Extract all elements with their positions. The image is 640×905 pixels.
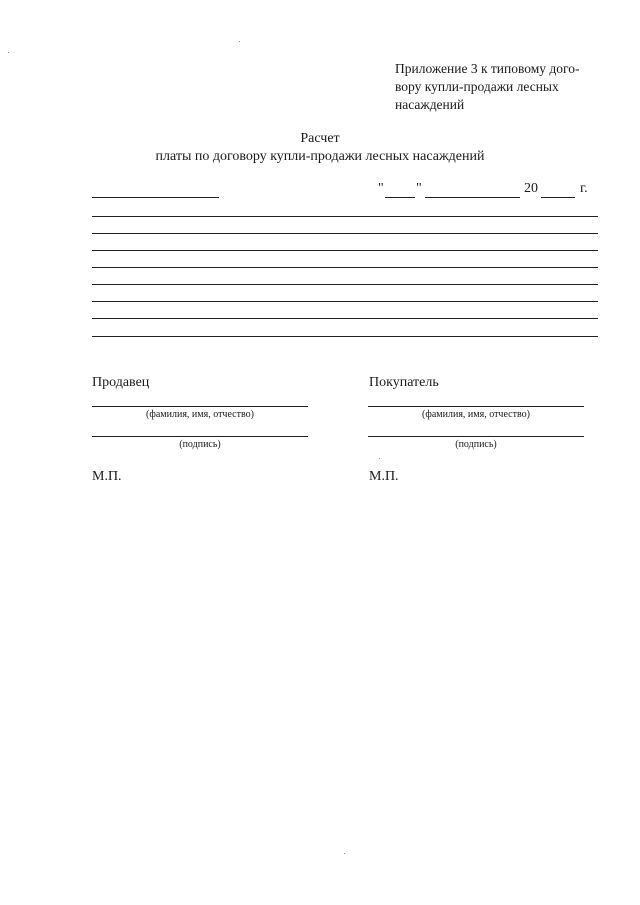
buyer-signature-caption: (подпись) [455,439,497,450]
year-field-line [541,197,575,198]
appendix-line-1: Приложение 3 к типовому дого- [395,61,580,76]
ruled-line [92,284,598,285]
ruled-line [92,267,598,268]
document-subtitle: платы по договору купли-продажи лесных насаждений [155,149,485,164]
scan-speck [239,41,240,42]
scan-speck [344,853,345,854]
scan-speck [8,52,9,53]
seller-name-caption: (фамилия, имя, отчество) [146,409,254,420]
buyer-stamp-label: М.П. [369,469,399,484]
day-field-line [385,197,415,198]
appendix-line-3: насаждений [395,97,465,112]
seller-stamp-label: М.П. [92,469,122,484]
ruled-line [92,233,598,234]
buyer-name-line [368,406,584,407]
document-title: Расчет [300,131,340,146]
ruled-line [92,318,598,319]
ruled-line [92,336,598,337]
ruled-line [92,301,598,302]
year-suffix: г. [580,181,588,196]
appendix-note [395,60,610,114]
year-prefix: 20 [524,181,538,196]
date-quote-open: " [378,181,384,196]
seller-name-line [92,406,308,407]
seller-signature-caption: (подпись) [179,439,221,450]
seller-label: Продавец [92,375,150,390]
buyer-name-caption: (фамилия, имя, отчество) [422,409,530,420]
ruled-line [92,250,598,251]
date-quote-close: " [416,181,422,196]
buyer-signature-line [368,436,584,437]
ruled-line [92,216,598,217]
appendix-line-2: вору купли-продажи лесных [395,79,559,94]
buyer-label: Покупатель [369,375,439,390]
month-field-line [425,197,520,198]
scan-speck [379,458,380,459]
place-field-line [92,197,219,198]
seller-signature-line [92,436,308,437]
